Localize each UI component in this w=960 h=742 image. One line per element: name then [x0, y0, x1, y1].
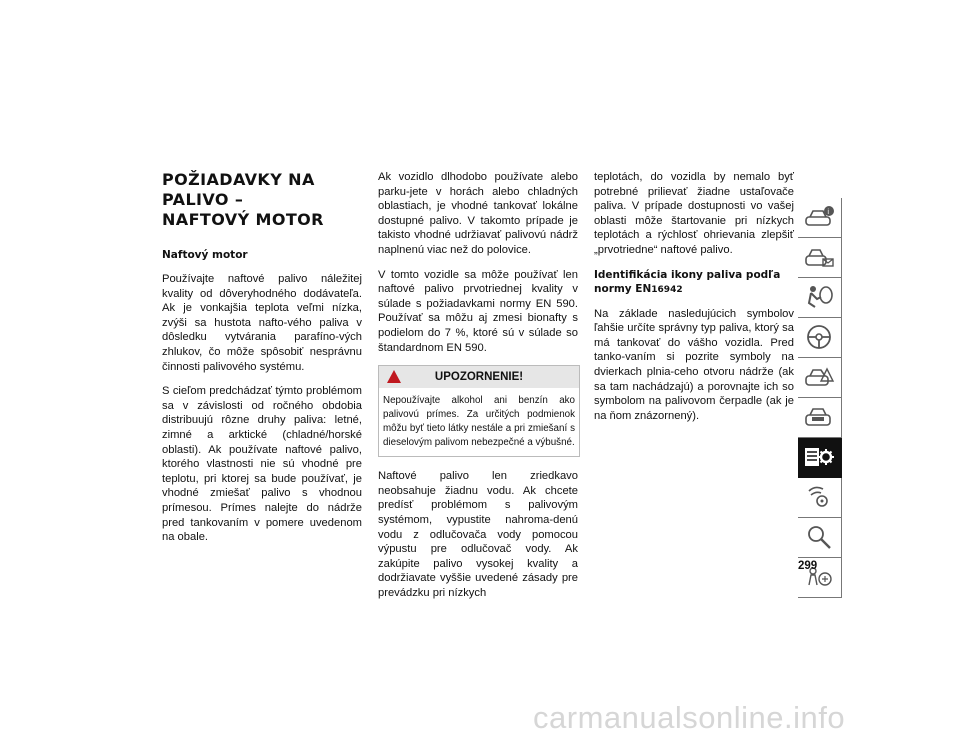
title-line-2: NAFTOVÝ MOTOR	[162, 210, 324, 229]
specs-gear-icon	[803, 443, 835, 471]
paragraph: Ak vozidlo dlhodobo používate alebo parku-jete v horách alebo chladných oblastiach, je vhodné tankovať lokálne dostupné palivo. V takomto prípade je takisto vhodné udržiavať palivovú nádrž naplnenú viac než do polovice.	[378, 171, 578, 256]
multimedia-icon	[803, 483, 835, 511]
tab-starting-driving[interactable]	[798, 318, 842, 358]
airbag-safety-icon	[803, 283, 835, 311]
paragraph: S cieľom predchádzať týmto problémom sa v závislosti od ročného obdobia distribuujú rôzne druhy paliva: letné, zimné a arktické (chladné/horské oblasti). Ak používate naftové palivo, ktorého vlastnosti nie sú vhodné pre teplotu, pri ktorej sa bude používať, je vhodné zmiešať palivo s vhodnou prímesou. Prímes nalejte do nádrže pred tankovaním v pomere uvedenom na obale.	[162, 385, 362, 544]
car-info-icon	[803, 203, 835, 231]
section-subheading	[594, 268, 794, 297]
paragraph: Používajte naftové palivo náležitej kvality od dôveryhodného dodávateľa. Ak je vonkajšia teplota veľmi nízka, zvýši sa hustota nafto-vého paliva v dôsledku vytvárania parafíno-vých zhlukov, čo môže spôsobiť nesprávnu činnosti palivového systému.	[162, 273, 362, 373]
paragraph: Na základe nasledujúcich symbolov ľahšie určíte správny typ paliva, ktorý sa má tankovať do vášho vozidla. Pred tanko-vaním si pozrite symboly na dvierkach plnia-ceho otvoru nádrže (ak sa tam nachádzajú) a porovnajte ich so symbolom na palivovom čerpadle (ak je na ňom znázornený).	[594, 307, 794, 422]
tab-multimedia[interactable]	[798, 478, 842, 518]
tab-technical-specifications[interactable]	[798, 438, 842, 478]
tab-car-info[interactable]	[798, 198, 842, 238]
svg-text:i: i	[827, 208, 830, 216]
heading-text: Identifikácia ikony paliva podľa normy EN	[594, 268, 781, 295]
page-number: 299	[798, 560, 818, 572]
paragraph: V tomto vozidle sa môže používať len naftové palivo prvotriednej kvality v súlade s požiadavkami normy EN 590. Používať sa môžu aj zmesi bionafty s podielom do 7 %, ktoré sú v súlade so štandardnom EN 590.	[378, 268, 578, 354]
magnifier-index-icon	[803, 523, 835, 551]
title-line-1: POŽIADAVKY NA PALIVO –	[162, 170, 315, 209]
car-service-icon	[803, 403, 835, 431]
tab-warning-lights[interactable]	[798, 238, 842, 278]
tab-index[interactable]	[798, 518, 842, 558]
tab-emergency[interactable]	[798, 358, 842, 398]
car-warning-lights-icon	[803, 243, 835, 271]
column-3	[594, 170, 794, 433]
steering-wheel-icon	[803, 323, 835, 351]
paragraph: Naftové palivo len zriedkavo neobsahuje žiadnu vodu. Ak chcete predísť problémom s palivovým systémom, vypustite nahroma-denú vodu z odlučovača vody pomocou výpustu pre odlučovač vody. Ak zakúpite palivo vysokej kvality a dodržiavate vyššie uvedené zásady pre prevádzku pri nízkych	[378, 470, 578, 599]
warning-triangle-icon	[387, 370, 401, 383]
column-1	[162, 170, 362, 555]
page-title	[162, 170, 362, 230]
watermark: carmanualsonline.info	[533, 700, 846, 735]
tab-servicing[interactable]	[798, 398, 842, 438]
column-2	[378, 170, 578, 610]
section-subheading: Naftový motor	[162, 249, 248, 261]
warning-text: Nepoužívajte alkohol ani benzín ako palivovú prímes. Za určitých podmienok môžu byť tieto látky nestále a pri zmiešaní s dieselovým palivom nebezpečné a výbušné.	[383, 395, 575, 449]
warning-header	[379, 366, 579, 388]
warning-box	[378, 365, 580, 457]
tab-safety[interactable]	[798, 278, 842, 318]
heading-code: 16942	[651, 284, 683, 295]
paragraph: teplotách, do vozidla by nemalo byť potrebné prilievať žiadne ustaľovače paliva. V prípade dostupnosti vo vašej oblasti môže štartovanie pri nízkych teplotách a rýchlosť ohrievania zlepšiť „prvotriedne“ naftové palivo.	[594, 171, 794, 256]
warning-title: UPOZORNENIE!	[434, 371, 524, 384]
car-crash-emergency-icon	[803, 363, 835, 391]
